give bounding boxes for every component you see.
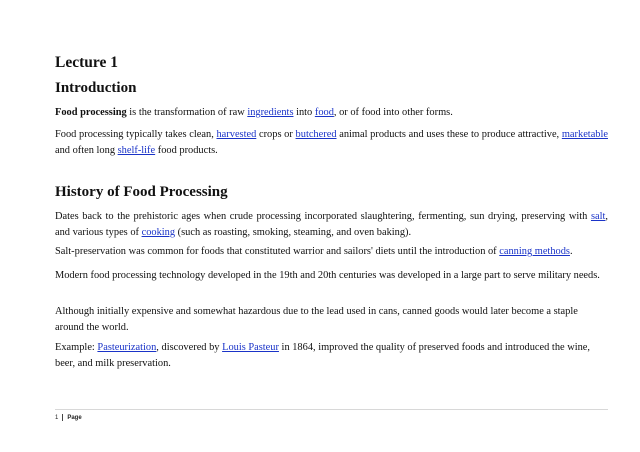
link-harvested[interactable]: harvested [216,129,257,140]
text-span: . [569,246,573,257]
text-span: Dates back to the prehistoric ages when crude processing incorporated slaughtering, fermenting, sun drying, preserving with [55,211,591,222]
text-span: , discovered by [156,342,223,353]
text-span: and often long [55,145,118,156]
text-span: Although initially expensive and somewhat hazardous due to the lead used in cans, canned goods would later become a staple around the world. [55,306,578,333]
intro-paragraph-2 [55,127,608,159]
history-paragraph-5 [55,340,608,372]
history-paragraph-1 [55,209,608,241]
text-span: Modern food processing technology developed in the 19th and 20th centuries was developed in a large part to serve military needs. [55,270,600,281]
history-paragraph-4 [55,304,600,336]
link-butchered[interactable]: butchered [295,129,337,140]
link-marketable[interactable]: marketable [561,129,608,140]
link-canning-methods[interactable]: canning methods [499,246,570,257]
footer-divider [55,409,608,410]
link-ingredients[interactable]: ingredients [247,107,294,118]
history-paragraph-3 [55,268,600,284]
text-span: , and various types of [55,211,608,238]
text-span: , or of food into other forms. [333,107,453,118]
lecture-title: Lecture 1 [55,54,118,71]
link-shelf-life[interactable]: shelf-life [117,145,156,156]
text-span: (such as roasting, smoking, steaming, and oven baking). [175,227,412,238]
text-span: crops or [256,129,296,140]
page-footer [55,414,82,421]
page-label: Page [67,414,82,421]
text-span: Salt-preservation was common for foods that constituted warrior and sailors' diets until the introduction of [55,246,500,257]
footer-separator [62,414,63,421]
introduction-heading: Introduction [55,80,137,96]
link-food[interactable]: food [314,107,334,118]
history-heading: History of Food Processing [55,184,228,200]
text-span: into [293,107,315,118]
link-salt[interactable]: salt [590,211,606,222]
text-span: animal products and uses these to produce attractive, [336,129,562,140]
text-span: Food processing typically takes clean, [55,129,217,140]
text-span: food products. [155,145,218,156]
text-span: Example: [55,342,98,353]
page-number: 1 [55,414,59,421]
history-paragraph-2 [55,244,608,260]
link-louis-pasteur[interactable]: Louis Pasteur [222,342,279,353]
food-processing-term: Food processing [55,107,127,118]
text-span: is the transformation of raw [126,107,248,118]
link-cooking[interactable]: cooking [141,227,176,238]
text-span: in 1864, improved the quality of preserved foods and introduced the wine, beer, and milk preservation. [55,342,591,369]
intro-paragraph-1 [55,105,608,121]
link-pasteurization[interactable]: Pasteurization [97,342,157,353]
